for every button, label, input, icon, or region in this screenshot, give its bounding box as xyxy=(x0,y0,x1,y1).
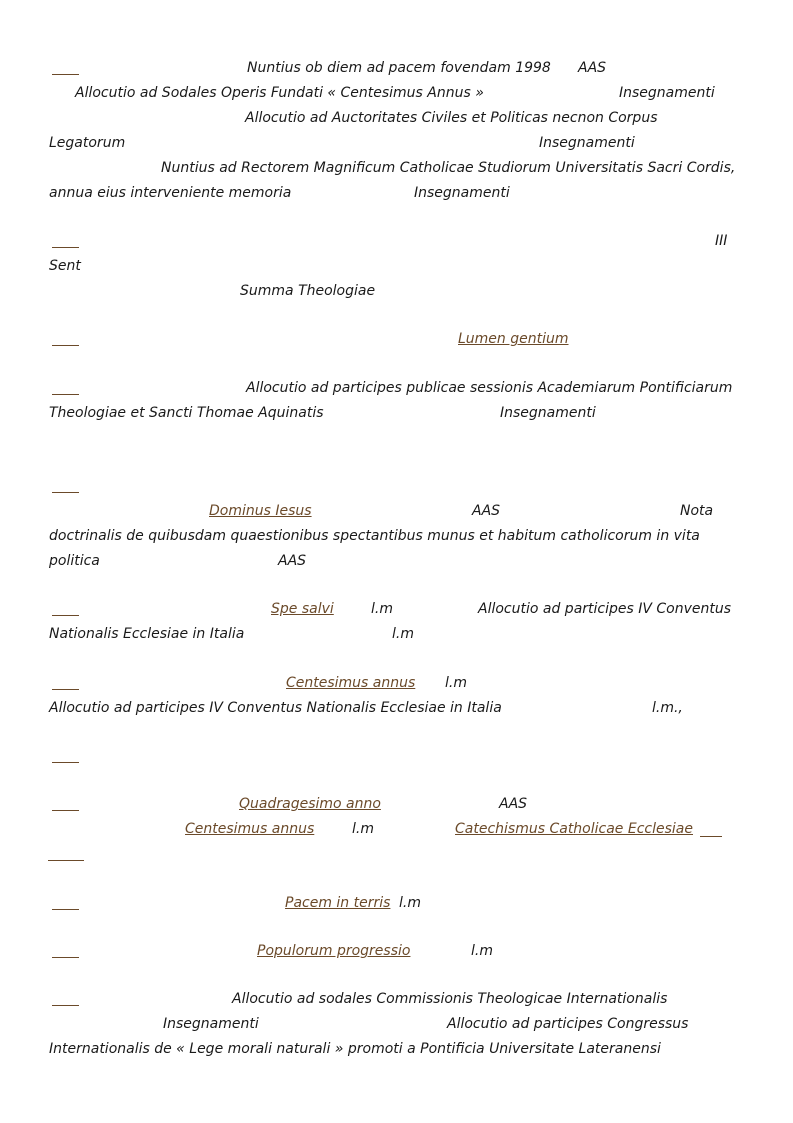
note-source: Insegnamenti xyxy=(500,405,596,421)
document-link[interactable]: Centesimus annus xyxy=(185,821,315,837)
note-source: AAS xyxy=(578,60,607,76)
footnote-ref-link[interactable] xyxy=(52,394,79,395)
note-source: Insegnamenti xyxy=(539,135,635,151)
note-source: AAS xyxy=(499,796,528,812)
note-text: doctrinalis de quibusdam quaestionibus spectantibus munus et habitum catholicorum in vita xyxy=(49,528,700,544)
note-text: Allocutio ad Sodales Operis Fundati « Centesimus Annus » xyxy=(75,85,484,101)
note-text: Allocutio ad sodales Commissionis Theologicae Internationalis xyxy=(232,991,668,1007)
note-text: Legatorum xyxy=(49,135,126,151)
note-source: Insegnamenti xyxy=(619,85,715,101)
note-source: AAS xyxy=(472,503,501,519)
note-text: Nuntius ad Rectorem Magnificum Catholicae Studiorum Universitatis Sacri Cordis, xyxy=(161,160,736,176)
note-text: Nota xyxy=(680,503,714,519)
note-source: l.m xyxy=(352,821,374,837)
note-text: politica xyxy=(49,553,100,569)
document-link[interactable]: Pacem in terris xyxy=(285,895,391,911)
note-text: Nuntius ob diem ad pacem fovendam 1998 xyxy=(247,60,551,76)
note-text: Allocutio ad participes publicae sessionis Academiarum Pontificiarum xyxy=(246,380,733,396)
note-source: l.m xyxy=(371,601,393,617)
note-text: Theologiae et Sancti Thomae Aquinatis xyxy=(49,405,324,421)
footnote-ref-link[interactable] xyxy=(52,810,79,811)
note-text: Summa Theologiae xyxy=(240,283,376,299)
footnote-ref-link[interactable] xyxy=(52,1005,79,1006)
footnote-ref-link[interactable] xyxy=(52,615,79,616)
note-source: AAS xyxy=(278,553,307,569)
note-source: Insegnamenti xyxy=(414,185,510,201)
document-link[interactable]: Dominus Iesus xyxy=(209,503,312,519)
note-source: l.m., xyxy=(652,700,683,716)
note-source: l.m xyxy=(392,626,414,642)
note-text: Allocutio ad participes IV Conventus Nationalis Ecclesiae in Italia xyxy=(49,700,502,716)
footnote-ref-link[interactable] xyxy=(52,762,79,763)
footnote-ref-link[interactable] xyxy=(52,247,79,248)
footnote-ref-link[interactable] xyxy=(52,689,79,690)
document-link[interactable]: Quadragesimo anno xyxy=(239,796,381,812)
note-source: l.m xyxy=(445,675,467,691)
document-link[interactable]: Populorum progressio xyxy=(257,943,411,959)
note-source: Insegnamenti xyxy=(163,1016,259,1032)
note-text: Allocutio ad participes Congressus xyxy=(447,1016,689,1032)
note-text: Allocutio ad participes IV Conventus xyxy=(478,601,732,617)
note-source: l.m xyxy=(471,943,493,959)
link-underline-trail xyxy=(48,860,84,861)
document-link[interactable]: Lumen gentium xyxy=(458,331,569,347)
note-text: III xyxy=(715,233,728,249)
footnote-ref-link[interactable] xyxy=(52,492,79,493)
note-text: Allocutio ad Auctoritates Civiles et Politicas necnon Corpus xyxy=(245,110,658,126)
link-underline-trail xyxy=(700,836,722,837)
document-link[interactable]: Catechismus Catholicae Ecclesiae xyxy=(455,821,693,837)
note-source: l.m xyxy=(399,895,421,911)
document-link[interactable]: Centesimus annus xyxy=(286,675,416,691)
footnote-ref-link[interactable] xyxy=(52,74,79,75)
note-text: annua eius interveniente memoria xyxy=(49,185,292,201)
footnote-ref-link[interactable] xyxy=(52,909,79,910)
note-text: Internationalis de « Lege morali naturali » promoti a Pontificia Universitate Lateranensi xyxy=(49,1041,661,1057)
document-link[interactable]: Spe salvi xyxy=(271,601,334,617)
note-text: Sent xyxy=(49,258,81,274)
note-text: Nationalis Ecclesiae in Italia xyxy=(49,626,245,642)
footnote-ref-link[interactable] xyxy=(52,957,79,958)
footnote-ref-link[interactable] xyxy=(52,345,79,346)
